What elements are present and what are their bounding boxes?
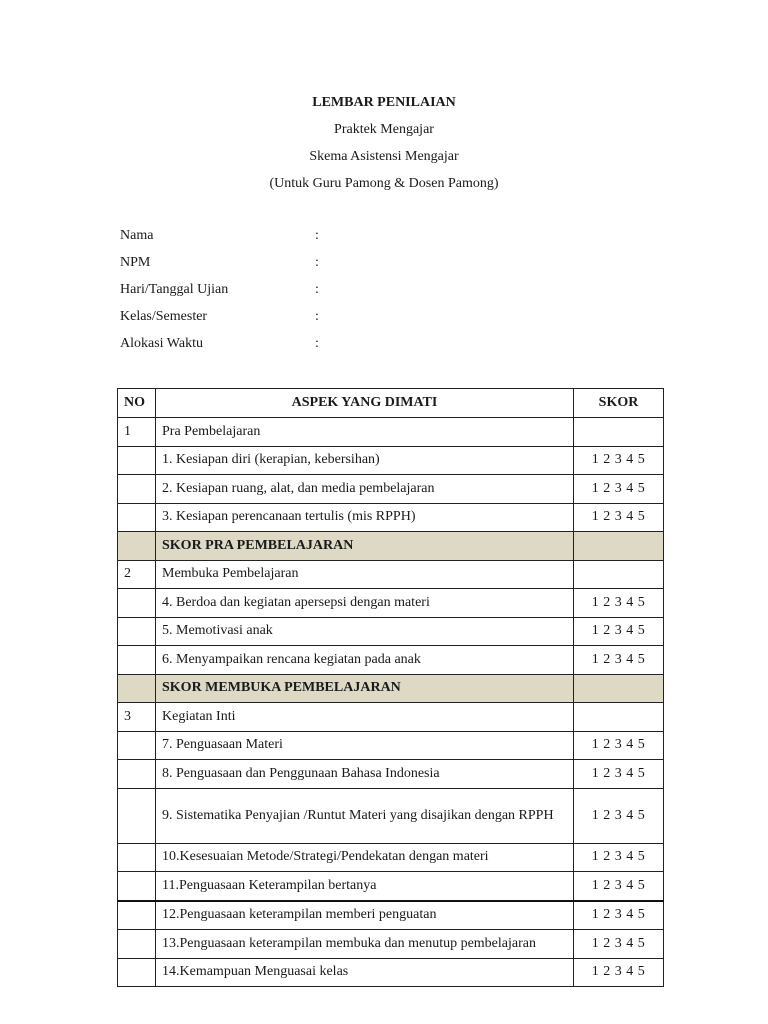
table-header-row	[118, 389, 664, 418]
table-row	[118, 901, 664, 930]
no-cell	[118, 674, 156, 703]
score-scale: 1 2 3 4 5	[574, 617, 664, 646]
score-cell	[574, 418, 664, 447]
section-title: Membuka Pembelajaran	[156, 560, 574, 589]
score-scale: 1 2 3 4 5	[574, 958, 664, 987]
summary-score-cell	[574, 532, 664, 561]
table-row	[118, 872, 664, 901]
field-nama	[120, 222, 420, 249]
score-scale: 1 2 3 4 5	[574, 475, 664, 504]
score-scale: 1 2 3 4 5	[574, 646, 664, 675]
no-cell	[118, 475, 156, 504]
section-number: 2	[118, 560, 156, 589]
section-title: Pra Pembelajaran	[156, 418, 574, 447]
section-title: Kegiatan Inti	[156, 703, 574, 732]
aspect-text: 6. Menyampaikan rencana kegiatan pada anak	[156, 646, 574, 675]
aspect-text: 10.Kesesuaian Metode/Strategi/Pendekatan dengan materi	[156, 843, 574, 872]
table-row	[118, 503, 664, 532]
field-label: Kelas/Semester	[120, 309, 208, 324]
aspect-text: 8. Penguasaan dan Penggunaan Bahasa Indonesia	[156, 760, 574, 789]
field-colon: :	[315, 228, 319, 243]
aspect-text: 2. Kesiapan ruang, alat, dan media pembelajaran	[156, 475, 574, 504]
score-scale: 1 2 3 4 5	[574, 589, 664, 618]
table-row	[118, 646, 664, 675]
field-alokasi-waktu	[120, 330, 420, 357]
score-scale: 1 2 3 4 5	[574, 930, 664, 959]
aspect-text: 1. Kesiapan diri (kerapian, kebersihan)	[156, 446, 574, 475]
aspect-text: 5. Memotivasi anak	[156, 617, 574, 646]
header-aspek: ASPEK YANG DIMATI	[156, 389, 574, 418]
no-cell	[118, 617, 156, 646]
no-cell	[118, 901, 156, 930]
section-row	[118, 418, 664, 447]
no-cell	[118, 872, 156, 901]
field-label: Alokasi Waktu	[120, 336, 203, 351]
aspect-text: 11.Penguasaan Keterampilan bertanya	[156, 872, 574, 901]
field-label: NPM	[120, 255, 151, 270]
no-cell	[118, 503, 156, 532]
subtitle-1: Praktek Mengajar	[334, 122, 434, 137]
section-number: 1	[118, 418, 156, 447]
aspect-text: 12.Penguasaan keterampilan memberi penguatan	[156, 901, 574, 930]
field-colon: :	[315, 282, 319, 297]
field-colon: :	[315, 336, 319, 351]
no-cell	[118, 446, 156, 475]
table-row	[118, 589, 664, 618]
score-scale: 1 2 3 4 5	[574, 446, 664, 475]
score-scale: 1 2 3 4 5	[574, 760, 664, 789]
section-row	[118, 560, 664, 589]
score-cell	[574, 560, 664, 589]
score-scale: 1 2 3 4 5	[574, 503, 664, 532]
score-scale: 1 2 3 4 5	[574, 872, 664, 901]
summary-label: SKOR MEMBUKA PEMBELAJARAN	[156, 674, 574, 703]
field-label: Hari/Tanggal Ujian	[120, 282, 229, 297]
field-colon: :	[315, 309, 319, 324]
table-row	[118, 617, 664, 646]
header-skor: SKOR	[574, 389, 664, 418]
summary-row	[118, 532, 664, 561]
no-cell	[118, 589, 156, 618]
score-scale: 1 2 3 4 5	[574, 731, 664, 760]
no-cell	[118, 646, 156, 675]
section-row	[118, 703, 664, 732]
no-cell	[118, 843, 156, 872]
aspect-text: 3. Kesiapan perencanaan tertulis (mis RPPH)	[156, 503, 574, 532]
table-row	[118, 788, 664, 843]
table-row	[118, 843, 664, 872]
score-scale: 1 2 3 4 5	[574, 788, 664, 843]
aspect-text: 14.Kemampuan Menguasai kelas	[156, 958, 574, 987]
score-scale: 1 2 3 4 5	[574, 901, 664, 930]
aspect-text: 4. Berdoa dan kegiatan apersepsi dengan materi	[156, 589, 574, 618]
field-label: Nama	[120, 228, 154, 243]
no-cell	[118, 958, 156, 987]
no-cell	[118, 788, 156, 843]
document-title: LEMBAR PENILAIAN	[312, 95, 456, 110]
table-row	[118, 760, 664, 789]
summary-score-cell	[574, 674, 664, 703]
table-row	[118, 731, 664, 760]
no-cell	[118, 532, 156, 561]
no-cell	[118, 760, 156, 789]
field-hari-tanggal	[120, 276, 420, 303]
header-no: NO	[118, 389, 156, 418]
table-row	[118, 475, 664, 504]
aspect-text: 9. Sistematika Penyajian /Runtut Materi yang disajikan dengan RPPH	[156, 788, 574, 843]
field-npm	[120, 249, 420, 276]
score-cell	[574, 703, 664, 732]
aspect-text: 7. Penguasaan Materi	[156, 731, 574, 760]
table-row	[118, 446, 664, 475]
aspect-text: 13.Penguasaan keterampilan membuka dan menutup pembelajaran	[156, 930, 574, 959]
subtitle-2: Skema Asistensi Mengajar	[309, 149, 459, 164]
summary-row	[118, 674, 664, 703]
assessment-table	[117, 388, 664, 987]
identity-fields	[120, 222, 420, 357]
subtitle-3: (Untuk Guru Pamong & Dosen Pamong)	[269, 176, 499, 191]
score-scale: 1 2 3 4 5	[574, 843, 664, 872]
field-kelas-semester	[120, 303, 420, 330]
field-colon: :	[315, 255, 319, 270]
table-row	[118, 958, 664, 987]
summary-label: SKOR PRA PEMBELAJARAN	[156, 532, 574, 561]
no-cell	[118, 930, 156, 959]
table-row	[118, 930, 664, 959]
no-cell	[118, 731, 156, 760]
document-header	[0, 89, 768, 197]
section-number: 3	[118, 703, 156, 732]
